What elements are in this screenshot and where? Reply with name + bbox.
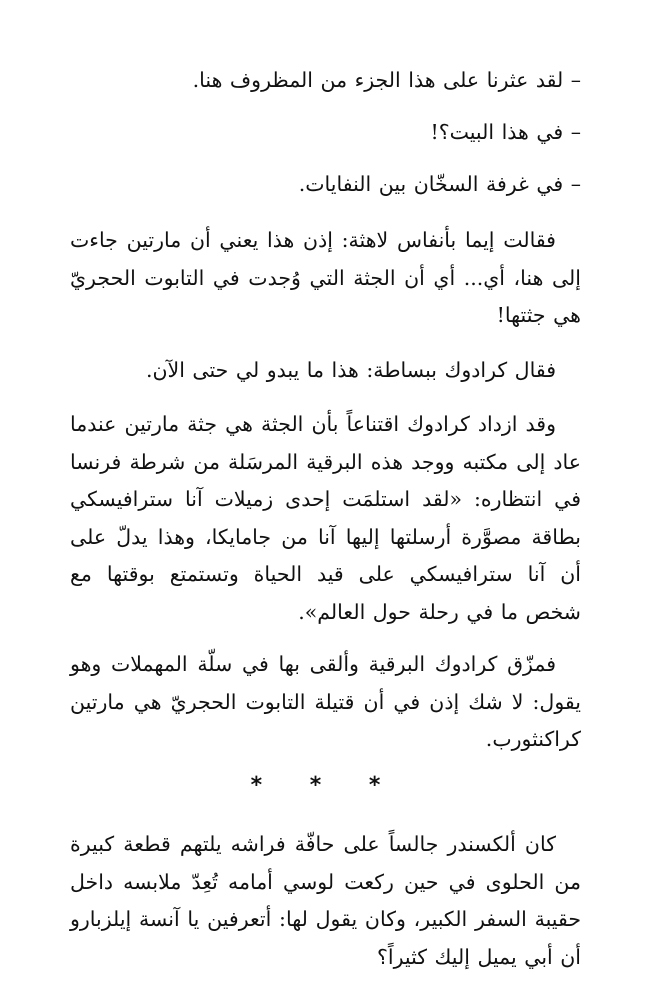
paragraph-telegram: وقد ازداد كرادوك اقتناعاً بأن الجثة هي جثة مارتين عندما عاد إلى مكتبه ووجد هذه البرقية المرسَلة من شرطة فرنسا في انتظاره: «لقد استلمَت إحدى زميلات آنا سترافيسكي بطاقة مصوَّرة أرسلتها إليها آنا من جامايكا، وهذا يدلّ على أن آنا سترافيسكي على قيد الحياة وتستمتع بوقتها مع شخص ما في رحلة حول العالم». — [70, 412, 581, 624]
section-separator: * * * — [250, 773, 401, 798]
dialogue-line-in-this-house: – في هذا البيت؟! — [430, 120, 581, 144]
paragraph-alexander: كان ألكسندر جالساً على حافّة فراشه يلتهم قطعة كبيرة من الحلوى في حين ركعت لوسي أمامه تُعِدّ ملابسه داخل حقيبة السفر الكبير، وكان يقول لها: أتعرفين يا آنسة إيلزبارو أن أبي يميل إليك كثيراً؟ — [70, 832, 581, 969]
paragraph-tore-telegram: فمزّق كرادوك البرقية وألقى بها في سلّة المهملات وهو يقول: لا شك إذن في أن قتيلة التابوت الحجريّ هي مارتين كراكنثورب. — [70, 652, 581, 751]
paragraph-emma-breathless: فقالت إيما بأنفاس لاهثة: إذن هذا يعني أن مارتين جاءت إلى هنا، أي... أي أن الجثة التي وُجدت في التابوت الحجريّ هي جثتها! — [70, 228, 581, 327]
paragraph-craddock-simply: فقال كرادوك ببساطة: هذا ما يبدو لي حتى الآن. — [145, 358, 556, 382]
dialogue-line-found-envelope: – لقد عثرنا على هذا الجزء من المظروف هنا. — [192, 68, 581, 92]
dialogue-line-heater-room: – في غرفة السخّان بين النفايات. — [298, 172, 581, 196]
